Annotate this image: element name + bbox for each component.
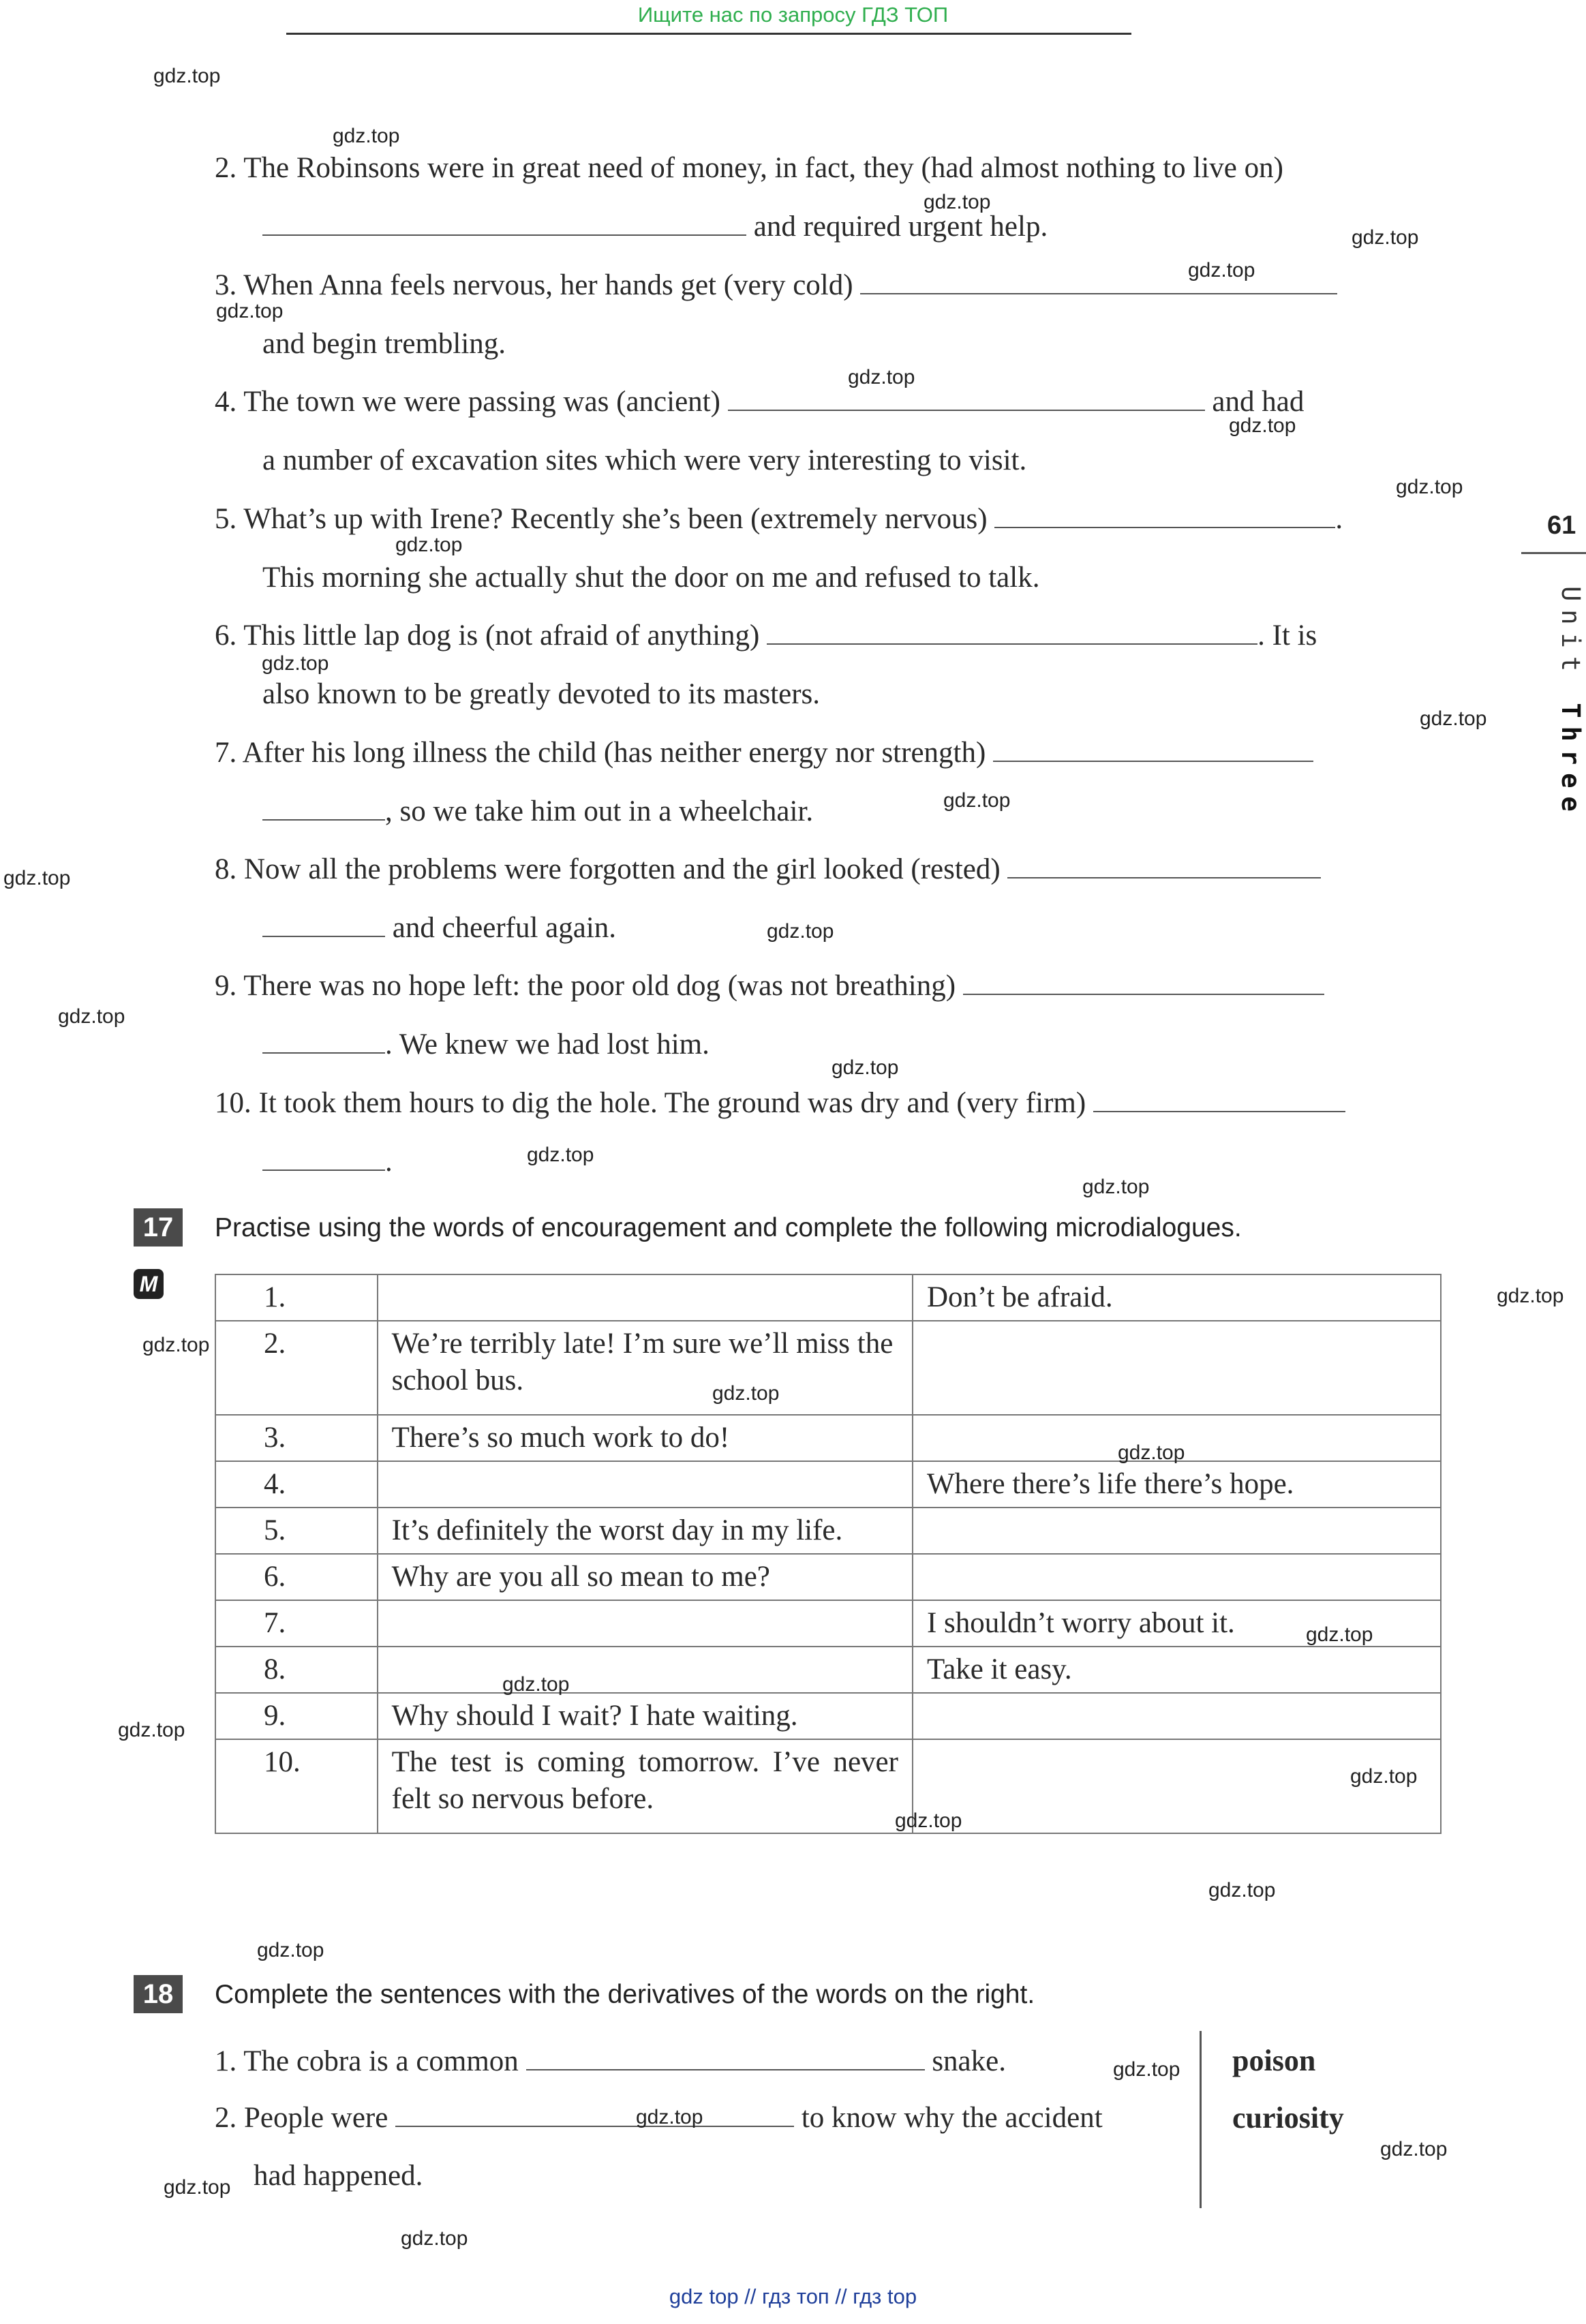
row-number: 7. — [215, 1600, 378, 1647]
cell-b[interactable] — [913, 1554, 1441, 1600]
watermark: gdz.top — [262, 652, 329, 675]
cell-b[interactable] — [913, 1321, 1441, 1415]
table-row — [215, 1739, 1441, 1833]
ex16-item-3-line2: and begin trembling. — [262, 328, 506, 360]
cell-b[interactable]: I shouldn’t worry about it. — [913, 1600, 1441, 1647]
watermark: gdz.top — [142, 1334, 210, 1356]
table-row — [215, 1274, 1441, 1321]
table-row — [215, 1321, 1441, 1415]
exercise-17-number: 17 — [134, 1208, 183, 1247]
watermark: gdz.top — [333, 125, 400, 147]
table-row — [215, 1554, 1441, 1600]
cell-a[interactable] — [378, 1647, 913, 1693]
answer-blank[interactable] — [262, 214, 746, 236]
row-number: 6. — [215, 1554, 378, 1600]
watermark: gdz.top — [924, 191, 991, 213]
row-number: 10. — [215, 1739, 378, 1833]
ex18-sentence-1: 1. The cobra is a common snake. — [215, 2045, 1006, 2077]
row-number: 1. — [215, 1274, 378, 1321]
watermark: gdz.top — [1396, 476, 1463, 498]
cell-b[interactable]: Don’t be afraid. — [913, 1274, 1441, 1321]
ex16-item-7-line2: , so we take him out in a wheelchair. — [262, 795, 813, 829]
cell-b[interactable] — [913, 1508, 1441, 1554]
ex16-item-2-line1: 2. The Robinsons were in great need of money, in fact, they (had almost nothing to live on) — [215, 152, 1283, 184]
cell-b[interactable]: Take it easy. — [913, 1647, 1441, 1693]
ex16-item-10-line2: . — [262, 1145, 393, 1179]
ex16-item-9-line1: 9. There was no hope left: the poor old dog (was not breathing) — [215, 969, 1324, 1003]
row-number: 9. — [215, 1693, 378, 1739]
watermark: gdz.top — [1350, 1765, 1418, 1788]
answer-blank[interactable] — [993, 740, 1313, 762]
watermark: gdz.top — [1306, 1623, 1373, 1646]
watermark: gdz.top — [3, 867, 71, 889]
watermark: gdz.top — [1420, 707, 1487, 730]
word-poison: poison — [1232, 2044, 1316, 2077]
answer-blank[interactable] — [963, 973, 1324, 995]
watermark: gdz.top — [216, 300, 284, 322]
exercise-18-number: 18 — [134, 1975, 183, 2013]
row-number: 2. — [215, 1321, 378, 1415]
answer-blank[interactable] — [767, 623, 1257, 645]
watermark: gdz.top — [1113, 2058, 1180, 2081]
watermark: gdz.top — [1229, 414, 1296, 437]
word-column-rule — [1200, 2031, 1202, 2208]
ex16-item-2-line2: and required urgent help. — [262, 210, 1048, 244]
answer-blank[interactable] — [526, 2049, 925, 2070]
m-icon: M — [134, 1269, 164, 1299]
answer-blank[interactable] — [262, 1149, 385, 1171]
watermark: gdz.top — [58, 1005, 125, 1028]
watermark: gdz.top — [527, 1144, 594, 1166]
answer-blank[interactable] — [994, 506, 1335, 528]
answer-blank[interactable] — [1007, 857, 1321, 878]
ex16-item-8-line1: 8. Now all the problems were forgotten and the girl looked (rested) — [215, 853, 1321, 887]
ex18-sentence-2: 2. People were to know why the accident — [215, 2102, 1103, 2134]
exercise-17-title: Practise using the words of encouragement and complete the following microdialogues. — [215, 1213, 1242, 1242]
table-row — [215, 1461, 1441, 1508]
ex16-item-10-line1: 10. It took them hours to dig the hole. The ground was dry and (very firm) — [215, 1086, 1345, 1120]
table-row — [215, 1647, 1441, 1693]
cell-b[interactable]: Where there’s life there’s hope. — [913, 1461, 1441, 1508]
watermark: gdz.top — [1380, 2138, 1448, 2160]
answer-blank[interactable] — [262, 799, 385, 821]
watermark: gdz.top — [257, 1939, 324, 1961]
cell-a[interactable]: We’re terribly late! I’m sure we’ll miss the school bus. — [378, 1321, 913, 1415]
row-number: 4. — [215, 1461, 378, 1508]
watermark: gdz.top — [712, 1382, 780, 1405]
watermark: gdz.top — [636, 2106, 703, 2128]
answer-blank[interactable] — [728, 389, 1205, 411]
microdialogue-table — [215, 1274, 1442, 1834]
watermark: gdz.top — [1118, 1441, 1185, 1464]
table-row — [215, 1415, 1441, 1461]
exercise-18-title: Complete the sentences with the derivatives of the words on the right. — [215, 1980, 1035, 2009]
page-number: 61 — [1547, 511, 1576, 540]
row-number: 3. — [215, 1415, 378, 1461]
table-row — [215, 1693, 1441, 1739]
watermark: gdz.top — [401, 2227, 468, 2250]
cell-a[interactable] — [378, 1274, 913, 1321]
ex16-item-8-line2: and cheerful again. — [262, 911, 616, 945]
cell-a[interactable]: Why are you all so mean to me? — [378, 1554, 913, 1600]
side-rule — [1521, 552, 1586, 554]
answer-blank[interactable] — [1093, 1090, 1345, 1112]
ex16-item-5-line2: This morning she actually shut the door on me and refused to talk. — [262, 562, 1040, 594]
row-number: 8. — [215, 1647, 378, 1693]
ex16-item-7-line1: 7. After his long illness the child (has neither energy nor strength) — [215, 736, 1313, 770]
table-row — [215, 1600, 1441, 1647]
answer-blank[interactable] — [395, 2105, 794, 2127]
top-banner[interactable]: Ищите нас по запросу ГДЗ ТОП — [637, 3, 949, 27]
watermark: gdz.top — [502, 1673, 570, 1696]
cell-a[interactable]: There’s so much work to do! — [378, 1415, 913, 1461]
answer-blank[interactable] — [262, 1032, 385, 1054]
watermark: gdz.top — [153, 65, 221, 87]
footer-links[interactable]: gdz top // гдз топ // гдз top — [669, 2284, 917, 2308]
ex16-item-3-line1: 3. When Anna feels nervous, her hands get (very cold) — [215, 269, 1337, 303]
ex16-item-6-line2: also known to be greatly devoted to its masters. — [262, 678, 821, 710]
watermark: gdz.top — [1352, 226, 1419, 249]
answer-blank[interactable] — [860, 273, 1337, 294]
watermark: gdz.top — [1497, 1285, 1564, 1307]
cell-a[interactable] — [378, 1461, 913, 1508]
watermark: gdz.top — [164, 2176, 231, 2199]
ex16-item-5-line1: 5. What’s up with Irene? Recently she’s been (extremely nervous) . — [215, 503, 1343, 535]
row-number: 5. — [215, 1508, 378, 1554]
ex16-item-4-line2: a number of excavation sites which were very interesting to visit. — [262, 444, 1027, 476]
watermark: gdz.top — [943, 789, 1011, 812]
cell-b[interactable] — [913, 1693, 1441, 1739]
watermark: gdz.top — [848, 366, 915, 388]
word-curiosity: curiosity — [1232, 2101, 1344, 2135]
cell-a[interactable] — [378, 1600, 913, 1647]
cell-a[interactable]: It’s definitely the worst day in my life. — [378, 1508, 913, 1554]
watermark: gdz.top — [767, 920, 834, 943]
table-row — [215, 1508, 1441, 1554]
watermark: gdz.top — [832, 1056, 899, 1079]
ex16-item-6-line1: 6. This little lap dog is (not afraid of anything) . It is — [215, 620, 1317, 652]
ex18-sentence-2-cont: had happened. — [254, 2160, 423, 2192]
watermark: gdz.top — [395, 534, 463, 556]
watermark: gdz.top — [1082, 1176, 1150, 1198]
answer-blank[interactable] — [262, 915, 385, 937]
watermark: gdz.top — [895, 1809, 962, 1832]
cell-a[interactable]: Why should I wait? I hate waiting. — [378, 1693, 913, 1739]
ex16-item-9-line2: . We knew we had lost him. — [262, 1028, 710, 1062]
watermark: gdz.top — [1208, 1879, 1276, 1901]
watermark: gdz.top — [118, 1719, 185, 1741]
cell-a[interactable]: The test is coming tomorrow. I’ve never felt so nervous before. — [378, 1739, 913, 1833]
unit-label: Unit Three — [1556, 586, 1585, 820]
ex16-item-4-line1: 4. The town we were passing was (ancient) and had — [215, 386, 1305, 418]
watermark: gdz.top — [1188, 259, 1255, 281]
top-rule — [286, 33, 1131, 35]
